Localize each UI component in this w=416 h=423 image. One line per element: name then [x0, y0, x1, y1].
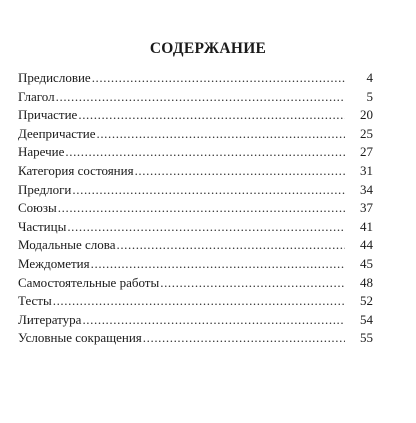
toc-entry-page-number: 52	[360, 293, 373, 309]
toc-entry-label: Предисловие	[18, 70, 91, 85]
toc-entry-label: Условные сокращения	[18, 330, 142, 346]
toc-entry	[18, 218, 373, 237]
toc-entry-label: Междометия	[18, 255, 90, 271]
toc-entry	[18, 199, 373, 218]
toc-entry-label: Модальные слова	[18, 237, 116, 253]
toc-entry-label: Деепричастие	[18, 125, 96, 141]
dot-leader	[58, 199, 345, 218]
dot-leader	[72, 181, 345, 200]
toc-entry	[18, 274, 373, 293]
toc-entry-page-number: 20	[360, 107, 373, 123]
page-title: СОДЕРЖАНИЕ	[149, 40, 267, 57]
dot-leader	[92, 69, 345, 88]
toc-entry-page-number: 45	[360, 255, 373, 271]
toc-entry-label: Категория состояния	[18, 162, 134, 178]
toc-entry-page-number: 27	[360, 144, 373, 160]
dot-leader	[96, 125, 345, 144]
dot-leader	[160, 274, 345, 293]
toc-entry-page-number: 37	[360, 200, 373, 216]
toc-entry-page-number: 4	[366, 70, 373, 85]
dot-leader	[82, 311, 345, 330]
dot-leader	[53, 292, 345, 311]
toc-entry-page-number: 31	[360, 162, 373, 178]
table-of-contents	[18, 69, 373, 348]
dot-leader	[67, 218, 345, 237]
toc-entry	[18, 88, 373, 107]
toc-entry	[18, 143, 373, 162]
toc-entry	[18, 329, 373, 348]
dot-leader	[116, 236, 345, 255]
toc-entry-label: Союзы	[18, 200, 57, 216]
toc-entry-page-number: 41	[360, 218, 373, 234]
dot-leader	[56, 88, 345, 107]
toc-entry-page-number: 48	[360, 274, 373, 290]
toc-entry-label: Частицы	[18, 218, 67, 234]
toc-entry-page-number: 25	[360, 125, 373, 141]
toc-entry	[18, 255, 373, 274]
toc-entry-label: Самостоятельные работы	[18, 274, 160, 290]
toc-entry-label: Тесты	[18, 293, 52, 309]
toc-entry	[18, 292, 373, 311]
toc-entry	[18, 162, 373, 181]
toc-entry-page-number: 5	[366, 88, 373, 104]
toc-entry-label: Глагол	[18, 88, 55, 104]
dot-leader	[143, 329, 345, 348]
toc-entry	[18, 236, 373, 255]
toc-entry-label: Причастие	[18, 107, 78, 123]
dot-leader	[78, 106, 345, 125]
dot-leader	[65, 143, 345, 162]
dot-leader	[135, 162, 345, 181]
toc-entry	[18, 311, 373, 330]
toc-entry-page-number: 54	[360, 311, 373, 327]
toc-entry-page-number: 55	[360, 330, 373, 346]
toc-entry-label: Литература	[18, 311, 82, 327]
toc-entry-label: Наречие	[18, 144, 65, 160]
toc-entry	[18, 181, 373, 200]
toc-entry	[18, 106, 373, 125]
toc-entry-page-number: 44	[360, 237, 373, 253]
toc-entry	[18, 69, 373, 88]
toc-entry	[18, 125, 373, 144]
toc-entry-page-number: 34	[360, 181, 373, 197]
toc-entry-label: Предлоги	[18, 181, 72, 197]
dot-leader	[91, 255, 345, 274]
